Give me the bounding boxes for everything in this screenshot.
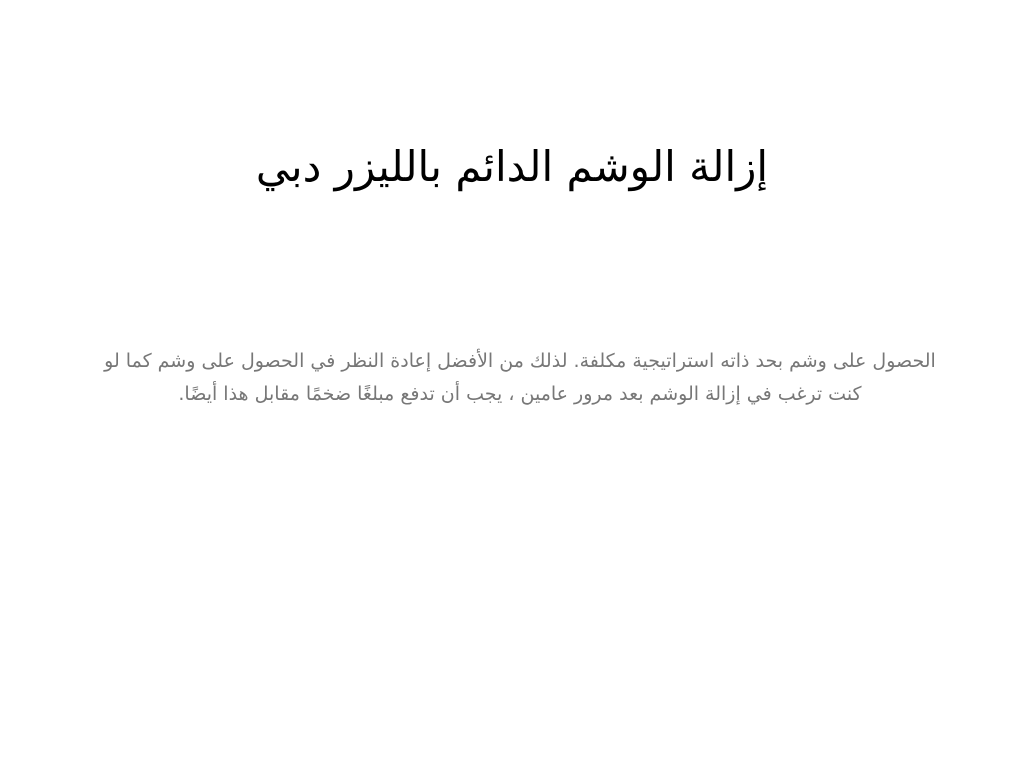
slide-title: إزالة الوشم الدائم بالليزر دبي: [255, 142, 769, 191]
slide-body-text: الحصول على وشم بحد ذاته استراتيجية مكلفة. لذلك من الأفضل إعادة النظر في الحصول على وشم كما لو كنت ترغب في إزالة الوشم بعد مرور عامين ، يجب أن تدفع مبلغًا ضخمًا مقابل هذا أيضًا.: [104, 350, 936, 406]
